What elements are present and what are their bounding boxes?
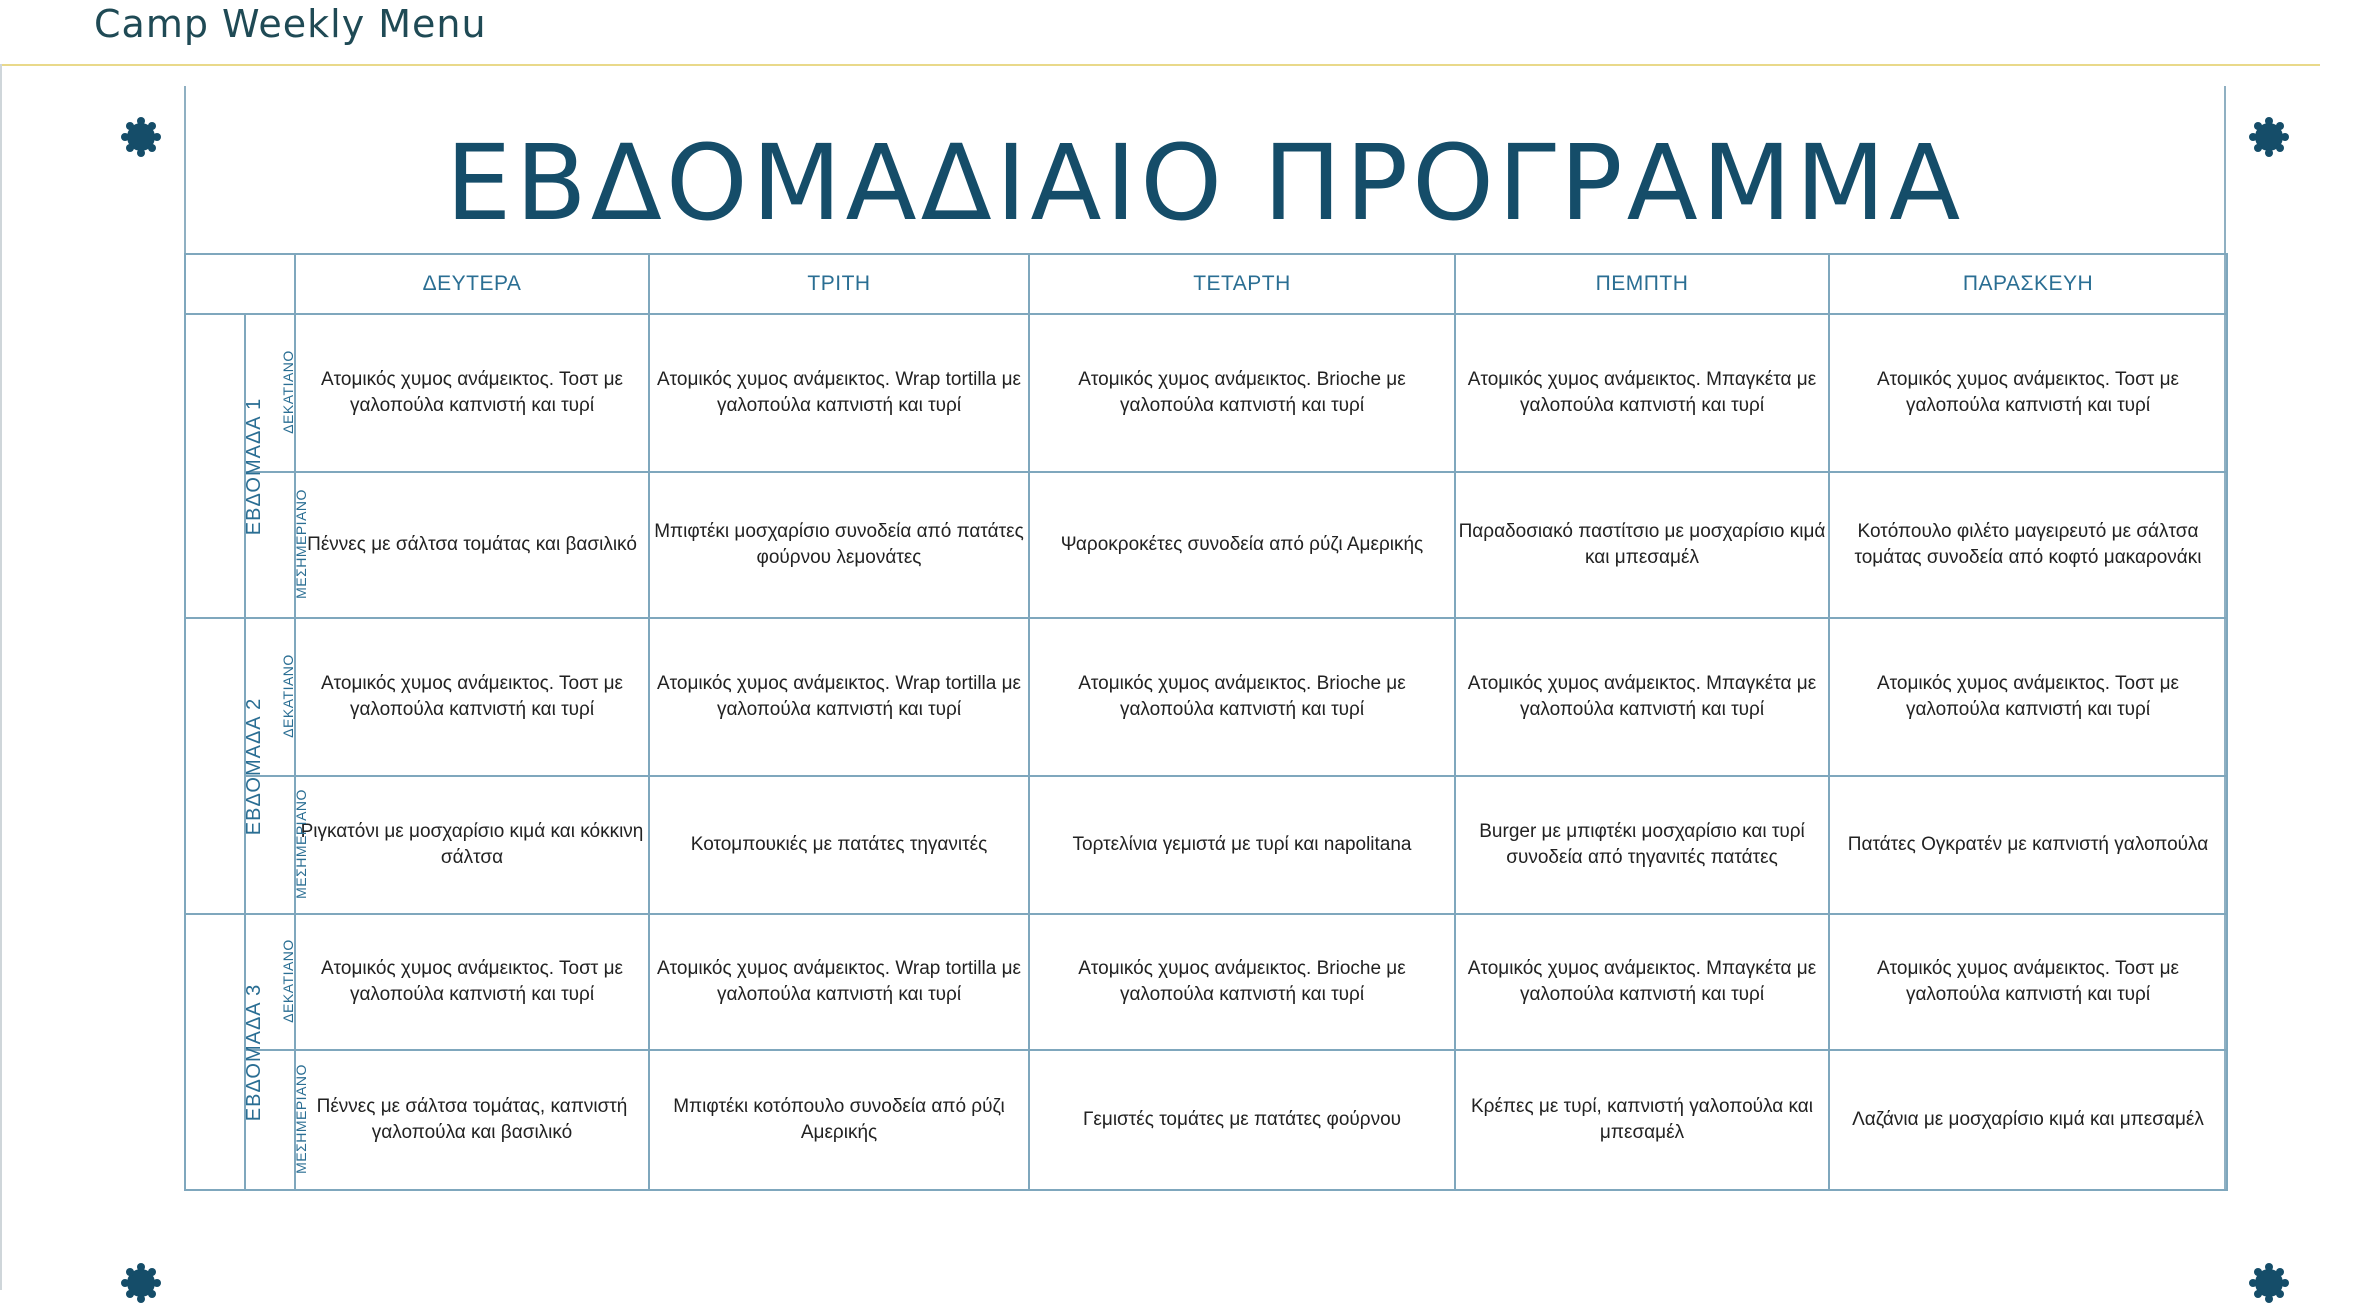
week-label-cell <box>185 314 266 618</box>
meal-label: ΜΕΣΗΜΕΡΙΑΝΟ <box>292 1064 309 1174</box>
day-header: ΤΡΙΤΗ <box>649 254 1029 314</box>
menu-cell: Ατομικός χυμος ανάμεικτος. Brioche με γαλοπούλα καπνιστή και τυρί <box>1029 314 1455 472</box>
week-label: ΕΒΔΟΜΑΔΑ 2 <box>243 697 266 835</box>
table-row <box>185 314 2227 472</box>
week-label: ΕΒΔΟΜΑΔΑ 1 <box>243 397 266 535</box>
table-row <box>185 776 2227 914</box>
day-header-row <box>185 254 2227 314</box>
menu-cell: Ατομικός χυμος ανάμεικτος. Μπαγκέτα με γαλοπούλα καπνιστή και τυρί <box>1455 314 1829 472</box>
menu-cell: Ατομικός χυμος ανάμεικτος. Τοστ με γαλοπούλα καπνιστή και τυρί <box>295 618 649 776</box>
menu-cell: Πατάτες Ογκρατέν με καπνιστή γαλοπούλα <box>1829 776 2227 914</box>
menu-cell: Γεμιστές τομάτες με πατάτες φούρνου <box>1029 1050 1455 1190</box>
week-label-cell <box>185 914 266 1190</box>
header-corner <box>185 254 295 314</box>
menu-cell: Ατομικός χυμος ανάμεικτος. Wrap tortilla με γαλοπούλα καπνιστή και τυρί <box>649 314 1029 472</box>
table-row <box>185 472 2227 618</box>
menu-cell: Ατομικός χυμος ανάμεικτος. Wrap tortilla με γαλοπούλα καπνιστή και τυρί <box>649 914 1029 1050</box>
menu-cell: Μπιφτέκι κοτόπουλο συνοδεία από ρύζι Αμερικής <box>649 1050 1029 1190</box>
menu-cell: Πέννες με σάλτσα τομάτας, καπνιστή γαλοπούλα και βασιλικό <box>295 1050 649 1190</box>
menu-cell: Μπιφτέκι μοσχαρίσιο συνοδεία από πατάτες φούρνου λεμονάτες <box>649 472 1029 618</box>
menu-cell: Ατομικός χυμος ανάμεικτος. Τοστ με γαλοπούλα καπνιστή και τυρί <box>295 914 649 1050</box>
menu-cell: Ψαροκροκέτες συνοδεία από ρύζι Αμερικής <box>1029 472 1455 618</box>
week-label: ΕΒΔΟΜΑΔΑ 3 <box>243 983 266 1121</box>
decorative-flower-icon <box>2248 1262 2290 1304</box>
meal-label: ΔΕΚΑΤΙΑΝΟ <box>279 350 296 434</box>
menu-cell: Ατομικός χυμος ανάμεικτος. Brioche με γαλοπούλα καπνιστή και τυρί <box>1029 914 1455 1050</box>
menu-cell: Ατομικός χυμος ανάμεικτος. Μπαγκέτα με γαλοπούλα καπνιστή και τυρί <box>1455 914 1829 1050</box>
meal-label: ΔΕΚΑΤΙΑΝΟ <box>279 939 296 1023</box>
page-edge <box>0 64 2 1290</box>
day-header: ΠΕΜΠΤΗ <box>1455 254 1829 314</box>
menu-cell: Ατομικός χυμος ανάμεικτος. Brioche με γαλοπούλα καπνιστή και τυρί <box>1029 618 1455 776</box>
meal-label: ΜΕΣΗΜΕΡΙΑΝΟ <box>292 789 309 899</box>
table-row <box>185 1050 2227 1190</box>
day-header: ΔΕΥΤΕΡΑ <box>295 254 649 314</box>
menu-cell: Παραδοσιακό παστίτσιο με μοσχαρίσιο κιμά και μπεσαμέλ <box>1455 472 1829 618</box>
day-header: ΠΑΡΑΣΚΕΥΗ <box>1829 254 2227 314</box>
top-bar <box>0 0 2320 66</box>
table-row <box>185 618 2227 776</box>
decorative-flower-icon <box>120 116 162 158</box>
decorative-flower-icon <box>120 1262 162 1304</box>
table-row <box>185 914 2227 1050</box>
menu-cell: Ατομικός χυμος ανάμεικτος. Τοστ με γαλοπούλα καπνιστή και τυρί <box>1829 914 2227 1050</box>
menu-cell: Λαζάνια με μοσχαρίσιο κιμά και μπεσαμέλ <box>1829 1050 2227 1190</box>
app-title: Camp Weekly Menu <box>94 2 487 46</box>
decorative-flower-icon <box>2248 116 2290 158</box>
menu-cell: Ατομικός χυμος ανάμεικτος. Τοστ με γαλοπούλα καπνιστή και τυρί <box>1829 618 2227 776</box>
day-header: ΤΕΤΑΡΤΗ <box>1029 254 1455 314</box>
meal-label: ΔΕΚΑΤΙΑΝΟ <box>279 654 296 738</box>
menu-cell: Ατομικός χυμος ανάμεικτος. Wrap tortilla με γαλοπούλα καπνιστή και τυρί <box>649 618 1029 776</box>
weekly-menu-table <box>184 253 2228 1191</box>
menu-cell: Τορτελίνια γεμιστά με τυρί και napolitana <box>1029 776 1455 914</box>
menu-cell: Ατομικός χυμος ανάμεικτος. Τοστ με γαλοπούλα καπνιστή και τυρί <box>295 314 649 472</box>
menu-cell: Κοτόπουλο φιλέτο μαγειρευτό με σάλτσα τομάτας συνοδεία από κοφτό μακαρονάκι <box>1829 472 2227 618</box>
menu-cell: Ριγκατόνι με μοσχαρίσιο κιμά και κόκκινη σάλτσα <box>295 776 649 914</box>
menu-cell: Burger με μπιφτέκι μοσχαρίσιο και τυρί συνοδεία από τηγανιτές πατάτες <box>1455 776 1829 914</box>
menu-cell: Ατομικός χυμος ανάμεικτος. Μπαγκέτα με γαλοπούλα καπνιστή και τυρί <box>1455 618 1829 776</box>
menu-cell: Κρέπες με τυρί, καπνιστή γαλοπούλα και μπεσαμέλ <box>1455 1050 1829 1190</box>
menu-cell: Κοτομπουκιές με πατάτες τηγανιτές <box>649 776 1029 914</box>
meal-label: ΜΕΣΗΜΕΡΙΑΝΟ <box>292 489 309 599</box>
menu-cell: Ατομικός χυμος ανάμεικτος. Τοστ με γαλοπούλα καπνιστή και τυρί <box>1829 314 2227 472</box>
page-title: ΕΒΔΟΜΑΔΙΑΙΟ ΠΡΟΓΡΑΜΜΑ <box>445 122 1965 244</box>
menu-cell: Πέννες με σάλτσα τομάτας και βασιλικό <box>295 472 649 618</box>
week-label-cell <box>185 618 266 914</box>
